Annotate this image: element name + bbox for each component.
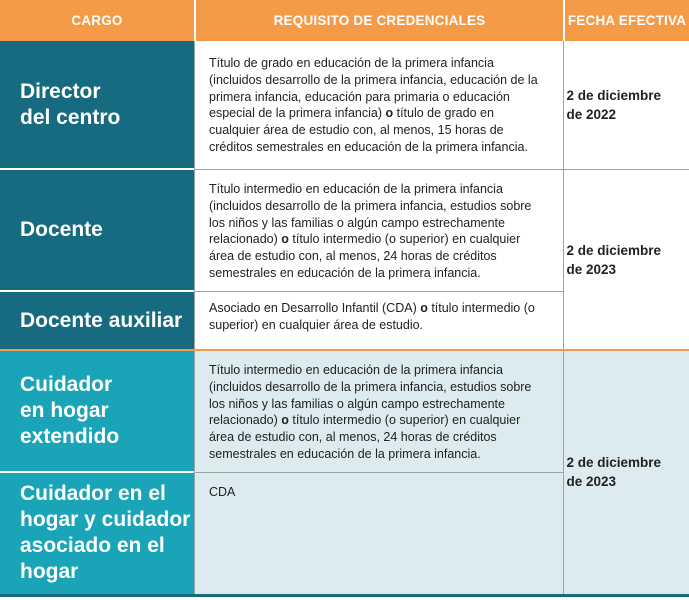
role-label: Docente <box>20 218 103 241</box>
role-docente <box>0 169 194 291</box>
header-cargo: CARGO <box>0 0 194 41</box>
section-divider <box>0 349 689 351</box>
role-label: Docente auxiliar <box>20 308 183 332</box>
date-label: 2 de diciembre de 2023 <box>566 455 662 489</box>
date-director <box>563 41 689 169</box>
role-docente-auxiliar <box>0 291 194 350</box>
role-divider <box>0 290 194 292</box>
requirement-cuidador-extendido: Título intermedio en educación de la primera infancia (incluidos desarrollo de la primera infancia, estudios sobre los niños y las familias o algún campo estrechamente relacionado) o título intermedio (o superior) en cualquier área de estudio con, al menos, 24 horas de créditos semestrales en educación de la primera infancia. <box>194 350 563 472</box>
date-cuidador <box>563 350 689 594</box>
role-cuidador-extendido <box>0 350 194 472</box>
header-fecha: FECHA EFECTIVA <box>563 0 689 41</box>
header-requisito: REQUISITO DE CREDENCIALES <box>194 0 563 41</box>
requirement-docente: Título intermedio en educación de la primera infancia (incluidos desarrollo de la primera infancia, estudios sobre los niños y las familias o algún campo estrechamente relacionado) o título intermedio (o superior) en cualquier área de estudio con, al menos, 24 horas de créditos semestrales en educación de la primera infancia. <box>194 169 563 291</box>
requirement-docente-auxiliar: Asociado en Desarrollo Infantil (CDA) o título intermedio (o superior) en cualquier área de estudio. <box>194 291 563 350</box>
role-label: Cuidador en hogar extendido <box>20 373 120 448</box>
table-bottom-border <box>0 594 689 597</box>
requirement-cuidador-hogar: CDA <box>194 472 563 594</box>
role-director <box>0 41 194 169</box>
row-divider <box>194 472 563 473</box>
role-cuidador-hogar <box>0 472 194 594</box>
role-divider <box>0 168 194 170</box>
role-label: Cuidador en el hogar y cuidador asociado en el hogar <box>20 482 191 583</box>
requirement-director: Título de grado en educación de la primera infancia (incluidos desarrollo de la primera infancia, educación de la primera infancia, educación para primaria o educación especial de la primera infancia) o título de grado en cualquier área de estudio con, al menos, 15 horas de créditos semestrales en educación de la primera infancia. <box>194 41 563 169</box>
role-divider <box>0 471 194 473</box>
row-divider <box>194 169 689 170</box>
row-divider <box>194 291 563 292</box>
date-label: 2 de diciembre de 2022 <box>566 88 662 122</box>
date-docente <box>563 169 689 350</box>
date-label: 2 de diciembre de 2023 <box>566 242 662 277</box>
role-label: Director del centro <box>20 80 121 129</box>
